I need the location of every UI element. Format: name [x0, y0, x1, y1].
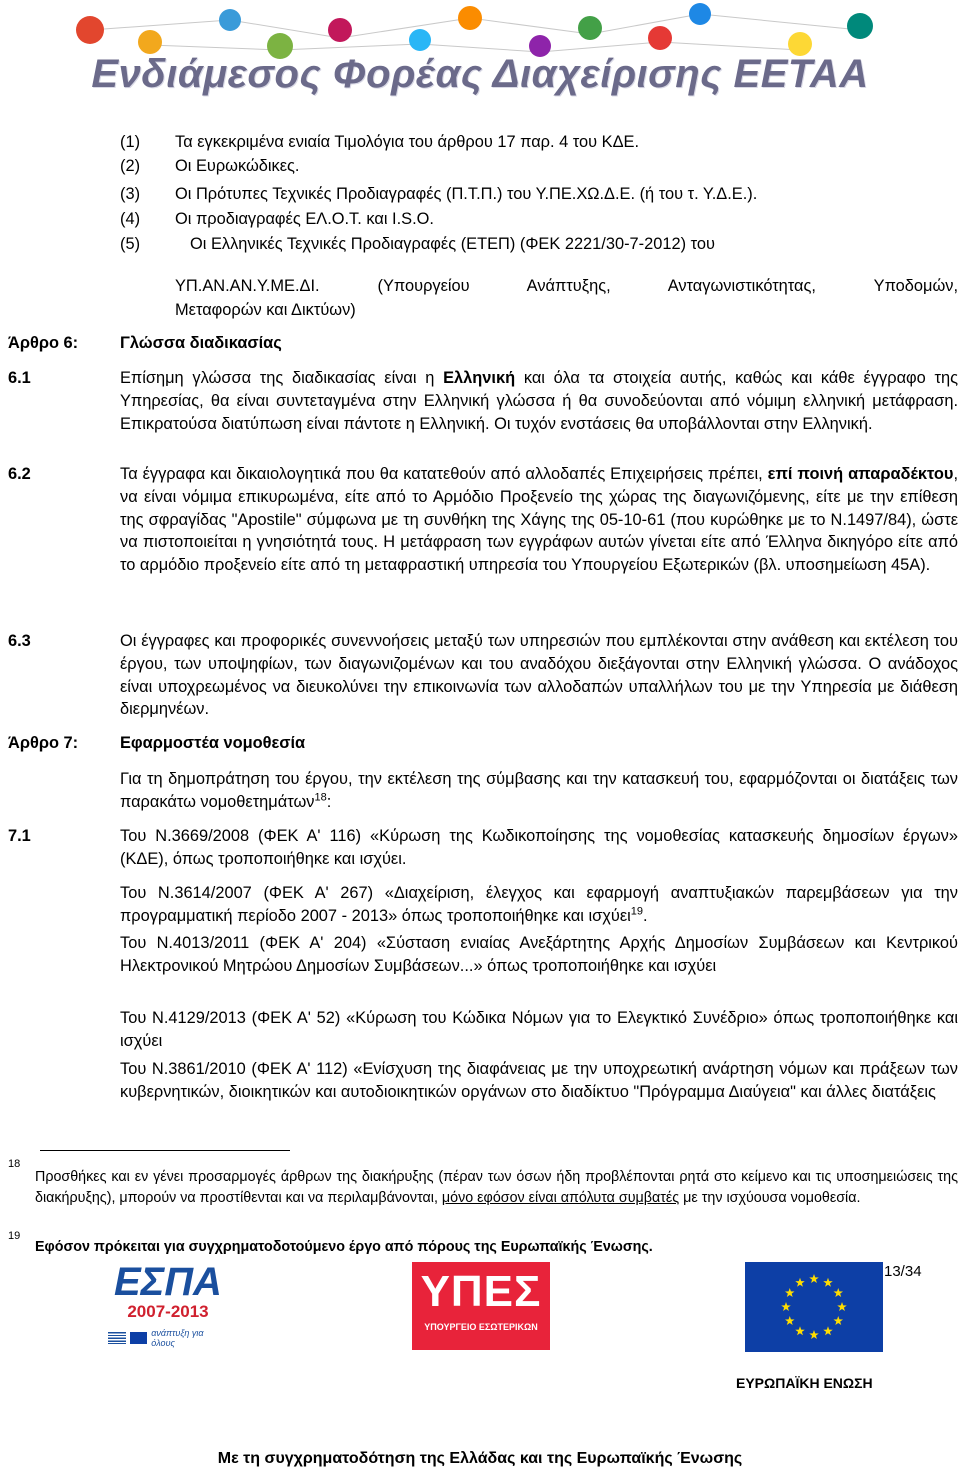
- list-item-text: Οι προδιαγραφές ΕΛ.Ο.Τ. και I.S.O.: [175, 210, 434, 228]
- law-item: Του Ν.4129/2013 (ΦΕΚ Α' 52) «Κύρωση του Κώδικα Νόμων για το Ελεγκτικό Συνέδριο» όπως τροποποιήθηκε και ισχύει: [120, 1009, 958, 1050]
- law-item: Του Ν.3861/2010 (ΦΕΚ Α' 112) «Ενίσχυση της διαφάνειας με την υποχρεωτική ανάρτηση νόμων και πράξεων των κυβερνητικών, διοικητικών και αυτοδιοικητικών οργάνων στο διαδίκτυο "Πρόγραμμα Διαύγεια" και άλλες διατάξεις: [120, 1060, 958, 1101]
- text-run: Επίσημη γλώσσα της διαδικασίας είναι η: [120, 369, 444, 387]
- paragraph-7-1: Του Ν.3669/2008 (ΦΕΚ Α' 116) «Κύρωση της Κωδικοποίησης της νομοθεσίας κατασκευής δημοσίων έργων» (ΚΔΕ), όπως τροποποιήθηκε και ισχύει.: [120, 827, 958, 868]
- text-run: .: [643, 906, 648, 925]
- law-item: Του Ν.4013/2011 (ΦΕΚ Α' 204) «Σύσταση ενιαίας Ανεξάρτητης Αρχής Δημοσίων Συμβάσεων και Κεντρικού Ηλεκτρονικού Μητρώου Δημοσίων Συμβάσεων...» όπως τροποποιήθηκε και ισχύει: [120, 934, 958, 975]
- underlined-text: μόνο εφόσον είναι απόλυτα συμβατές: [441, 1190, 680, 1206]
- text-run: και όλα τα στοιχεία αυτής, καθώς και κάθε έγγραφο της Υπηρεσίας, θα είναι συντεταγμένα στην Ελληνική γλώσσα ή θα συνοδεύονται από νόμιμη ελληνική μετάφραση. Επικρατούσα διατύπωση είναι πάντοτε η Ελληνική. Οι τυχόν ενστάσεις θα υποβάλλονται στην Ελληνική.: [120, 369, 958, 433]
- ypes-subtitle: ΥΠΟΥΡΓΕΙΟ ΕΣΩΤΕΡΙΚΩΝ: [424, 1322, 538, 1332]
- paragraph-number: 6.1: [8, 369, 31, 387]
- paragraph-number: 6.2: [8, 465, 31, 483]
- paragraph-number: 6.3: [8, 632, 31, 650]
- paragraph-number: 7.1: [8, 827, 31, 845]
- text-run: Προσθήκες και εν γένει προσαρμογές άρθρων της διακήρυξης (πέραν των όσων ήδη προβλέπονται ρητά στο κείμενο και τις υποσημειώσεις της διακήρυξης), μπορούν να προστίθενται και να περιλαμβάνονται,: [35, 1169, 958, 1206]
- list-item-text: Οι Ευρωκώδικες.: [175, 157, 300, 175]
- list-item-number: (3): [120, 185, 141, 203]
- header-banner: [0, 0, 960, 112]
- text-run: Τα έγγραφα και δικαιολογητικά που θα κατατεθούν από αλλοδαπές Επιχειρήσεις πρέπει,: [120, 465, 768, 483]
- list-item-number: (2): [120, 157, 141, 175]
- footnote-19: Εφόσον πρόκειται για συγχρηματοδοτούμενο έργο από πόρους της Ευρωπαϊκής Ένωσης.: [35, 1239, 653, 1255]
- page-number: 13/34: [884, 1263, 922, 1280]
- footnote-18: [35, 1167, 958, 1209]
- footnote-mark: 19: [8, 1230, 21, 1242]
- text-run: με την ισχύουσα νομοθεσία.: [679, 1190, 861, 1206]
- text-run: , να είναι νόμιμα επικυρωμένα, είτε από το Αρμόδιο Προξενείο της χώρας της διαγωνιζόμενης, είτε με την επίθεση της σφραγίδας "Apostile" σύμφωνα με τη συνθήκη της Χάγης της 05-10-61 (που κυρώθηκε με το Ν.1497/84), ώστε να πιστοποιείται η γνησιότητά τους. Η μετάφραση των εγγράφων αυτών γίνεται είτε από Έλληνα δικηγόρο είτε από το αρμόδιο προξενείο είτε από τη μεταφραστική υπηρεσία του Υπουργείου Εξωτερικών (βλ. υποσημείωση 45Α).: [120, 465, 958, 575]
- espa-logo-text: ΕΣΠΑ: [114, 1260, 222, 1304]
- footnote-separator: [40, 1150, 290, 1151]
- eu-flag-icon: [745, 1262, 883, 1352]
- list-item-text: Οι Ελληνικές Τεχνικές Προδιαγραφές (ΕΤΕΠ) (ΦΕΚ 2221/30-7-2012) του: [190, 235, 715, 253]
- list-item-number: (5): [120, 235, 141, 253]
- espa-logo: [108, 1262, 228, 1352]
- article-6-title: Γλώσσα διαδικασίας: [120, 334, 282, 352]
- espa-years: 2007-2013: [127, 1302, 209, 1321]
- law-item: [120, 882, 958, 928]
- list-item: [120, 133, 940, 157]
- greek-flag-icon: [108, 1332, 126, 1344]
- bold-text: επί ποινή απαραδέκτου: [767, 465, 954, 483]
- eu-flag-small-icon: [130, 1332, 148, 1344]
- article-7-intro: [120, 768, 958, 814]
- article-7-title: Εφαρμοστέα νομοθεσία: [120, 734, 306, 752]
- list-item-continuation: ΥΠ.ΑΝ.ΑΝ.Υ.ΜΕ.ΔΙ. (Υπουργείου Ανάπτυξης, Ανταγωνιστικότητας, Υποδομών,: [175, 277, 958, 295]
- text-run: Για τη δημοπράτηση του έργου, την εκτέλεση της σύμβασης και την κατασκευή του, εφαρμόζονται οι διατάξεις των παρακάτω νομοθετημάτων: [120, 770, 958, 811]
- footnote-mark: 18: [8, 1158, 21, 1170]
- list-item-number: (1): [120, 133, 141, 151]
- list-item-number: (4): [120, 210, 141, 228]
- list-item-continuation: Μεταφορών και Δικτύων): [175, 301, 356, 319]
- article-6-label: Άρθρο 6:: [8, 334, 79, 352]
- paragraph-6-3: Οι έγγραφες και προφορικές συνεννοήσεις μεταξύ των υπηρεσιών που εμπλέκονται στην ανάθεση και εκτέλεση του έργου, των υποψηφίων, των διαγωνιζομένων και του αναδόχου διεξάγονται στην Ελληνική γλώσσα. Ο ανάδοχος είναι υποχρεωμένος να διευκολύνει την επικοινωνία των αλλοδαπών υπαλλήλων του με την Υπηρεσία με διάθεση διερμηνέων.: [120, 632, 958, 719]
- footer-funding-text: Με τη συγχρηματοδότηση της Ελλάδας και της Ευρωπαϊκής Ένωσης: [217, 1450, 743, 1467]
- standards-list: [120, 133, 940, 257]
- paragraph-6-1: [120, 367, 958, 435]
- text-run: Του Ν.3614/2007 (ΦΕΚ Α' 267) «Διαχείριση, έλεγχος και εφαρμογή αναπτυξιακών παρεμβάσεων για την προγραμματική περίοδο 2007 - 2013» όπως τροποποιήθηκε και ισχύει: [120, 884, 958, 925]
- ypes-logo: [412, 1262, 550, 1350]
- list-item: [120, 209, 940, 233]
- paragraph-6-2: [120, 463, 958, 577]
- list-item-text: Οι Πρότυπες Τεχνικές Προδιαγραφές (Π.Τ.Π.) του Υ.ΠΕ.ΧΩ.Δ.Ε. (ή του τ. Υ.Δ.Ε.).: [175, 185, 758, 203]
- banner-title: Ενδιάμεσος Φορέας Διαχείρισης ΕΕΤΑΑ: [91, 52, 869, 96]
- article-7-label: Άρθρο 7:: [8, 734, 79, 752]
- ypes-logo-text: ΥΠΕΣ: [420, 1267, 542, 1316]
- list-item: [120, 181, 940, 209]
- footnote-ref: 18: [314, 791, 327, 804]
- espa-slogan: ανάπτυξη για όλους: [151, 1328, 204, 1348]
- list-item-text: Τα εγκεκριμένα ενιαία Τιμολόγια του άρθρου 17 παρ. 4 του ΚΔΕ.: [175, 133, 640, 151]
- text-run: :: [326, 792, 332, 811]
- footnote-ref: 19: [630, 905, 644, 918]
- list-item: [120, 233, 940, 257]
- list-item: [120, 157, 940, 181]
- bold-text: Ελληνική: [443, 369, 516, 387]
- eu-caption: ΕΥΡΩΠΑΪΚΗ ΕΝΩΣΗ: [736, 1375, 873, 1391]
